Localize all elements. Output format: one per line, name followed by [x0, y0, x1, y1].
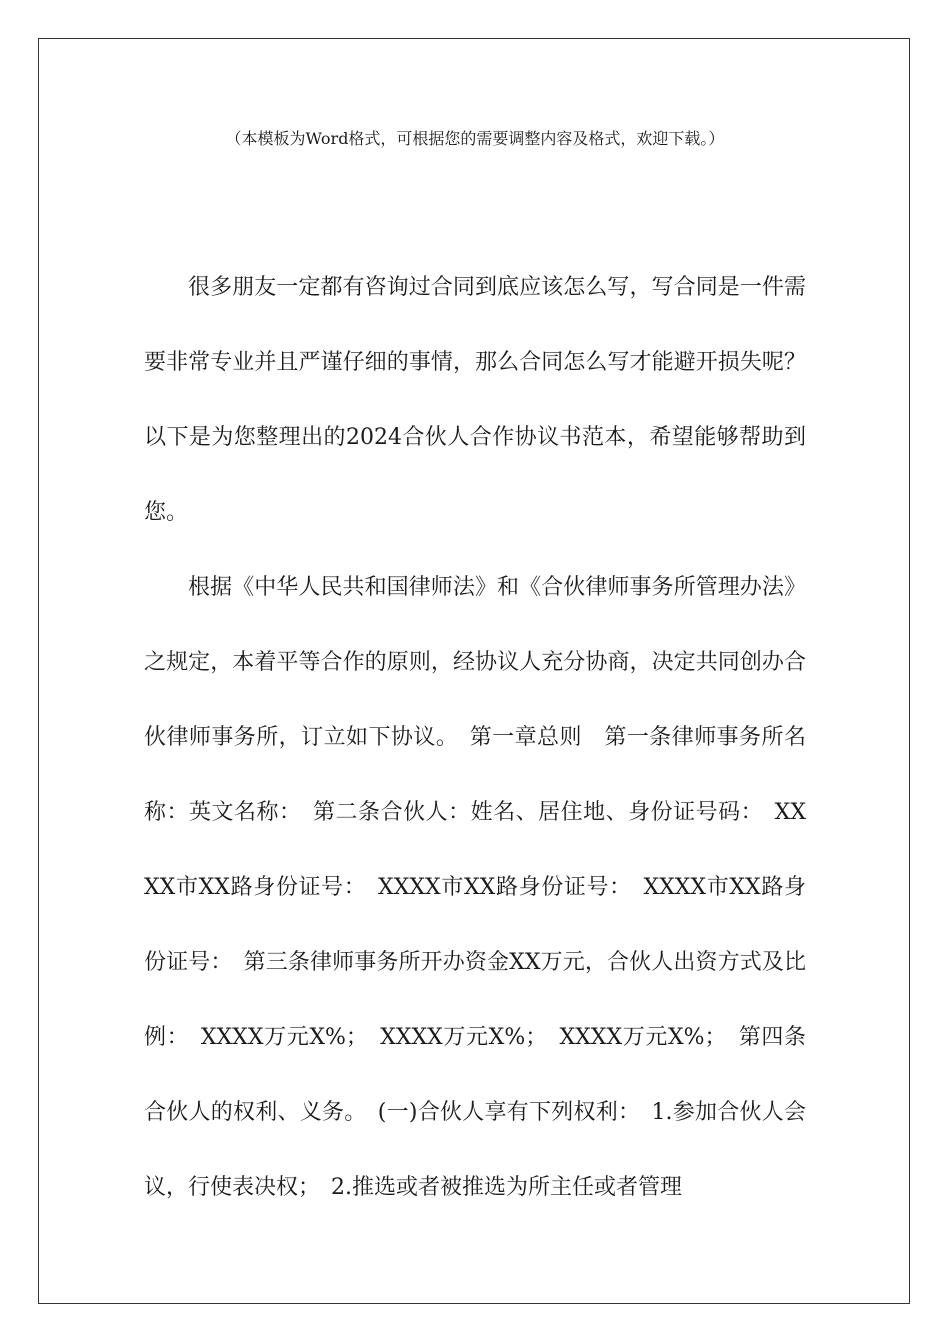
- template-notice: （本模板为Word格式，可根据您的需要调整内容及格式，欢迎下载。）: [225, 129, 725, 148]
- agreement-paragraph: 根据《中华人民共和国律师法》和《合伙律师事务所管理办法》之规定，本着平等合作的原则，经协议人充分协商，决定共同创办合伙律师事务所，订立如下协议。 第一章总则 第一条律师事务所名称：英文名称： 第二条合伙人：姓名、居住地、身份证号码： XXXX市XX路身份证号： XXXX市XX路身份证号： XXXX市XX路身份证号： 第三条律师事务所开办资金XX万元，合伙人出资方式及比例： XXXX万元X%； XXXX万元X%； XXXX万元X%； 第四条合伙人的权利、义务。 (一)合伙人享有下列权利： 1.参加合伙人会议，行使表决权； 2.推选或者被推选为所主任或者管理: [144, 575, 806, 1200]
- intro-paragraph: 很多朋友一定都有咨询过合同到底应该怎么写，写合同是一件需要非常专业并且严谨仔细的事情，那么合同怎么写才能避开损失呢？以下是为您整理出的2024合伙人合作协议书范本，希望能够帮助到您。: [144, 275, 806, 525]
- document-body: [144, 250, 806, 1225]
